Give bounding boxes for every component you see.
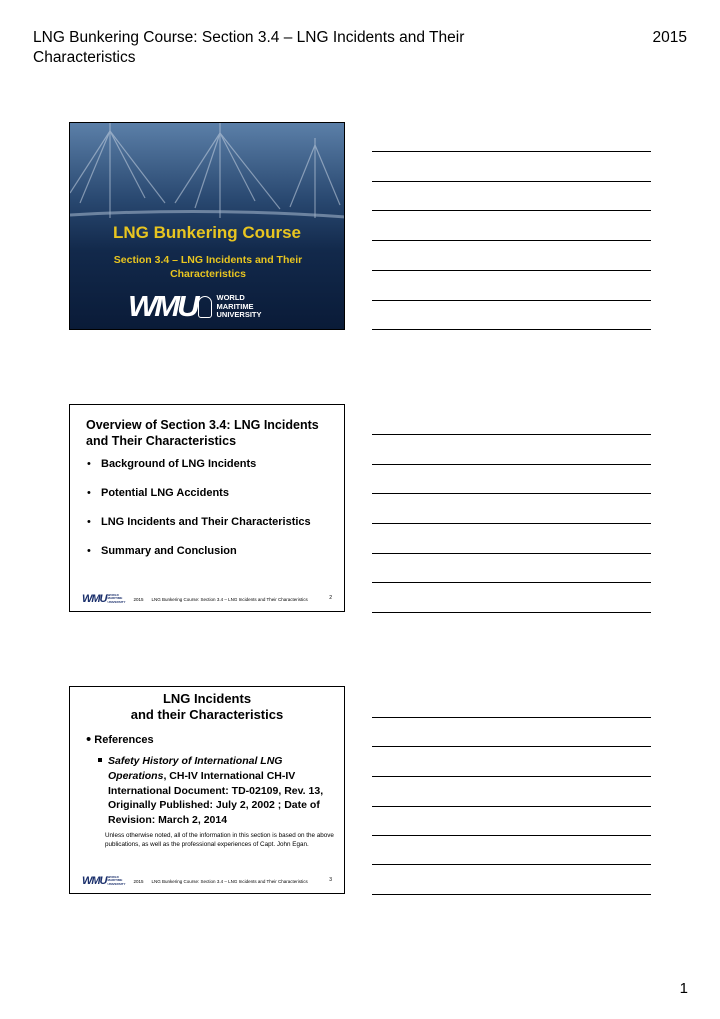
note-line xyxy=(372,835,651,836)
note-line xyxy=(372,240,651,241)
note-line xyxy=(372,493,651,494)
note-line xyxy=(372,270,651,271)
slide-3-page-number: 3 xyxy=(329,877,332,883)
note-line xyxy=(372,612,651,613)
note-line xyxy=(372,523,651,524)
handout-header-year: 2015 xyxy=(652,29,687,46)
note-line xyxy=(372,894,651,895)
wmu-mini-logo-words: WORLD MARITIME UNIVERSITY xyxy=(107,593,126,604)
slide-3-footer-text: LNG Bunkering Course: Section 3.4 – LNG Incidents and Their Characteristics xyxy=(151,878,308,884)
wmu-mini-logo-words: WORLD MARITIME UNIVERSITY xyxy=(107,875,126,886)
slide-2-footer xyxy=(82,593,334,605)
slide-3-note: Unless otherwise noted, all of the information in this section is based on the above publications, as well as the professional experiences of Capt. John Egan. xyxy=(105,832,334,848)
slide-3-incidents xyxy=(69,686,345,894)
bullet-dot-icon: • xyxy=(86,731,92,748)
list-item: • LNG Incidents and Their Characteristics xyxy=(86,515,336,529)
slide-2-footer-text: LNG Bunkering Course: Section 3.4 – LNG Incidents and Their Characteristics xyxy=(151,596,308,602)
anchor-emblem-icon xyxy=(198,296,212,318)
square-bullet-icon xyxy=(98,758,102,762)
note-line xyxy=(372,464,651,465)
wmu-logo xyxy=(128,291,262,323)
note-line xyxy=(372,553,651,554)
slide-3-footer-year: 2015 xyxy=(133,878,144,884)
note-line xyxy=(372,181,651,182)
slide-1-subtitle: Section 3.4 – LNG Incidents and Their Characteristics xyxy=(113,254,303,280)
slide-3-reference: Safety History of International LNG Operations, CH-IV International CH-IV International Document: TD-02109, Rev. 13, Originally Published: July 2, 2002 ; Date of Revision: March 2, 2014 xyxy=(98,754,334,828)
note-line xyxy=(372,582,651,583)
slide-3-footer xyxy=(82,875,334,887)
slide-2-page-number: 2 xyxy=(329,595,332,601)
note-line xyxy=(372,717,651,718)
note-line xyxy=(372,746,651,747)
note-line xyxy=(372,329,651,330)
slide-1-title xyxy=(69,122,345,330)
list-item: • Potential LNG Accidents xyxy=(86,486,336,500)
slide-2-footer-year: 2015 xyxy=(133,596,144,602)
note-line xyxy=(372,300,651,301)
slide-1-heading: LNG Bunkering Course xyxy=(113,223,301,242)
note-line xyxy=(372,210,651,211)
note-line xyxy=(372,864,651,865)
slide-2-bullet-list xyxy=(86,457,336,573)
note-line xyxy=(372,806,651,807)
note-line xyxy=(372,434,651,435)
page-number: 1 xyxy=(679,980,688,997)
slide-3-heading: LNG Incidents and their Characteristics xyxy=(130,691,284,722)
wmu-mini-logo-mark: WMU xyxy=(82,875,107,887)
note-line xyxy=(372,151,651,152)
handout-header-title: LNG Bunkering Course: Section 3.4 – LNG Incidents and Their Characteristics xyxy=(33,29,465,66)
note-line xyxy=(372,776,651,777)
wmu-logo-mark: WMU xyxy=(128,290,197,323)
slide-2-heading: Overview of Section 3.4: LNG Incidents and Their Characteristics xyxy=(86,418,319,448)
wmu-mini-logo-mark: WMU xyxy=(82,593,107,605)
list-item: • Background of LNG Incidents xyxy=(86,457,336,471)
list-item: • Summary and Conclusion xyxy=(86,544,336,558)
slide-3-bullet: • References xyxy=(86,731,154,748)
wmu-logo-words: WORLD MARITIME UNIVERSITY xyxy=(216,293,262,320)
slide-2-overview xyxy=(69,404,345,612)
